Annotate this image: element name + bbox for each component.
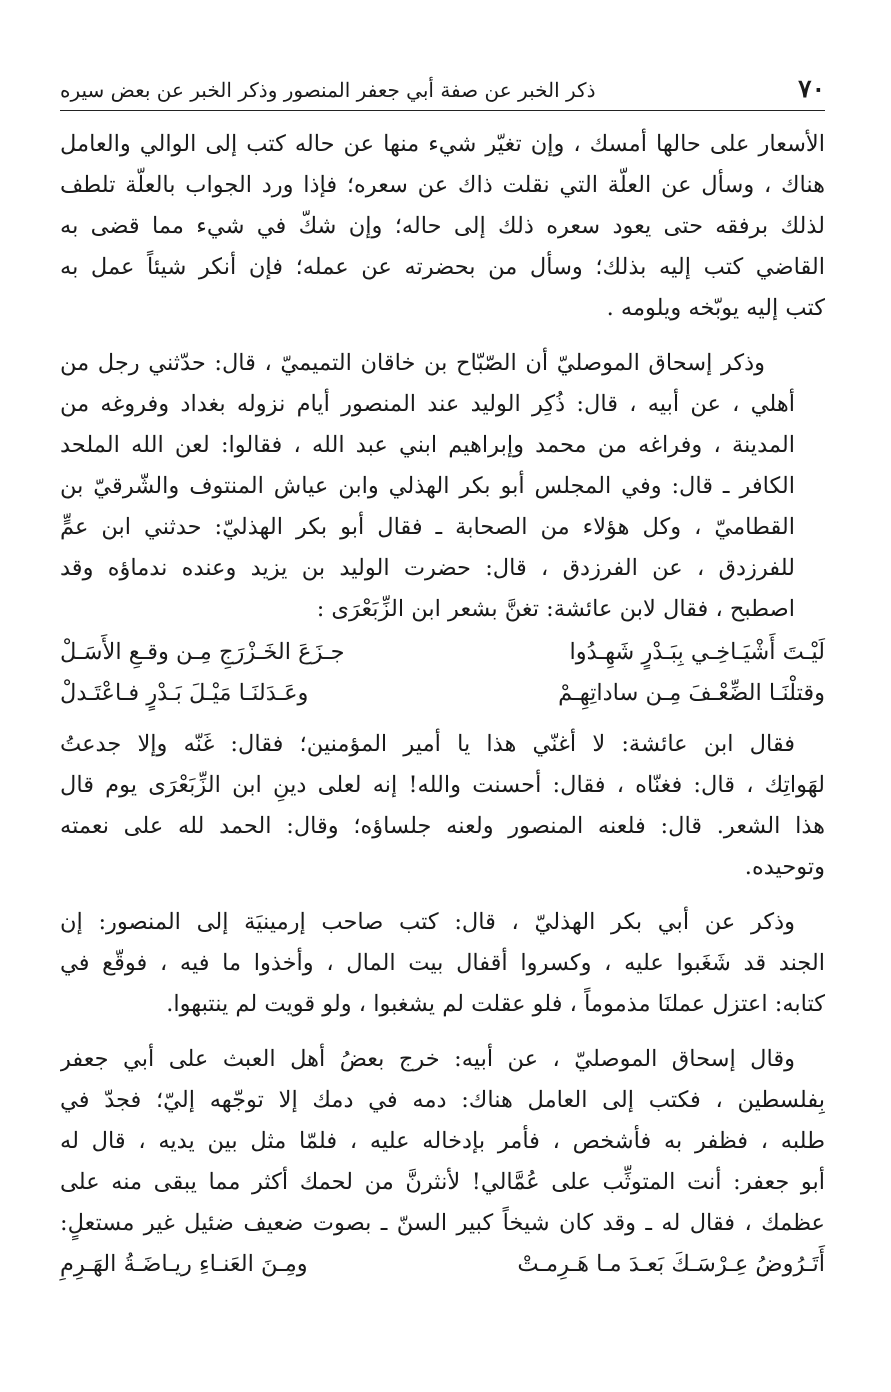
text-line: كتابه: اعتزل عملنَا مذموماً ، فلو عقلت لم يشغبوا ، ولو قويت لم ينتبهوا. <box>166 991 825 1017</box>
text-line: وذكر إسحاق الموصليّ أن الصّبّاح بن خاقان التميميّ ، قال: حدّثني رجل من <box>60 350 765 376</box>
verse-first-hemistich: لَيْـتَ أَشْيَـاخِـي بِبَـدْرٍ شَهِـدُوا <box>569 639 825 665</box>
text-line: لذلك برفقه حتى يعود سعره ذلك إلى حاله؛ وإن شكّ في شيء مما قضى به <box>60 213 825 239</box>
body-text <box>60 124 825 1285</box>
verse-line <box>60 1244 825 1285</box>
text-line: عظمك ، فقال له ـ وقد كان شيخاً كبير السنّ ـ بصوت ضعيف ضئيل غير مستعلٍ: <box>60 1210 825 1236</box>
verse-second-hemistich: وعَـدَلنَـا مَيْـلَ بَـدْرٍ فـاعْتَـدلْ <box>60 680 309 706</box>
verse-line <box>60 632 825 673</box>
text-line: وتوحيده. <box>744 854 825 880</box>
text-line: كتب إليه يوبّخه ويلومه . <box>606 295 825 321</box>
paragraph <box>60 902 825 1025</box>
verse-block <box>60 632 825 714</box>
paragraph <box>60 124 825 329</box>
verse-first-hemistich: وقتلْنَـا الضِّعْـفَ مِـن ساداتِهِـمْ <box>558 680 825 706</box>
running-title: ذكر الخبر عن صفة أبي جعفر المنصور وذكر الخبر عن بعض سيره <box>60 78 596 102</box>
text-line: اصطبح ، فقال لابن عائشة: تغنَّ بشعر ابن الزِّبَعْرَى : <box>316 596 795 622</box>
paragraph <box>60 343 825 630</box>
text-line: أهلي ، عن أبيه ، قال: ذُكِر الوليد عند المنصور أيام نزوله بغداد وفروغه من <box>60 391 795 417</box>
page-header <box>60 70 825 111</box>
verse-first-hemistich: أَتَـرُوضُ عِـرْسَـكَ بَعـدَ مـا هَـرِمـتْ <box>517 1251 825 1277</box>
text-line: بِفلسطين ، فكتب إلى العامل هناك: دمه في دمك إلا توجّهه إليّ؛ فجدّ في <box>60 1087 825 1113</box>
text-line: أبو جعفر: أنت المتوثِّب على عُمَّالي! لأنثرنَّ من لحمك أكثر مما يبقى منه على <box>60 1169 825 1195</box>
text-line: القطاميّ ، وكل هؤلاء من الصحابة ـ فقال أبو بكر الهذليّ: حدثني ابن عمٍّ <box>60 514 795 540</box>
paragraph <box>60 1039 825 1244</box>
text-line: هذا الشعر. قال: فلعنه المنصور ولعنه جلساؤه؛ وقال: الحمد لله على نعمته <box>60 813 825 839</box>
page-number: ٧٠ <box>798 74 825 103</box>
text-line: فقال ابن عائشة: لا أغنّي هذا يا أمير المؤمنين؛ فقال: غَنّه وإلا جدعتُ <box>60 731 795 757</box>
verse-second-hemistich: ومِـنَ العَنـاءِ ريـاضَـةُ الهَـرِمِ <box>60 1251 308 1277</box>
text-line: القاضي كتب إليه بذلك؛ وسأل من بحضرته عن عمله؛ فإن أنكر شيئاً عمل به <box>60 254 825 280</box>
text-line: الجند قد شَغَبوا عليه ، وكسروا أقفال بيت المال ، وأخذوا ما فيه ، فوقّع في <box>60 950 825 976</box>
verse-line <box>60 673 825 714</box>
verse-second-hemistich: جـزَعَ الخَـزْرَجِ مِـن وقـعِ الأَسَـلْ <box>60 639 345 665</box>
text-line: الأسعار على حالها أمسك ، وإن تغيّر شيء منها عن حاله كتب إلى الوالي والعامل <box>60 131 825 157</box>
text-line: للفرزدق ، عن الفرزدق ، قال: حضرت الوليد بن يزيد وعنده ندماؤه وقد <box>60 555 795 581</box>
text-line: لهَواتِك ، قال: فغنّاه ، فقال: أحسنت والله! إنه لعلى دينِ ابن الزِّبَعْرَى يوم قال <box>60 772 825 798</box>
verse-block <box>60 1244 825 1285</box>
text-line: وذكر عن أبي بكر الهذليّ ، قال: كتب صاحب إرمينيَة إلى المنصور: إن <box>60 909 795 935</box>
text-line: الكافر ـ قال: وفي المجلس أبو بكر الهذلي وابن عياش المنتوف والشّرقيّ بن <box>60 473 795 499</box>
text-line: المدينة ، وفراغه من محمد وإبراهيم ابني عبد الله ، فقالوا: لعن الله الملحد <box>60 432 795 458</box>
text-line: هناك ، وسأل عن العلّة التي نقلت ذاك عن سعره؛ فإذا ورد الجواب بالعلّة تلطف <box>60 172 825 198</box>
text-line: وقال إسحاق الموصليّ ، عن أبيه: خرج بعضُ أهل العبث على أبي جعفر <box>60 1046 795 1072</box>
paragraph <box>60 724 825 888</box>
text-line: طلبه ، فظفر به فأشخص ، فأمر بإدخاله عليه ، فلمّا مثل بين يديه ، قال له <box>60 1128 825 1154</box>
